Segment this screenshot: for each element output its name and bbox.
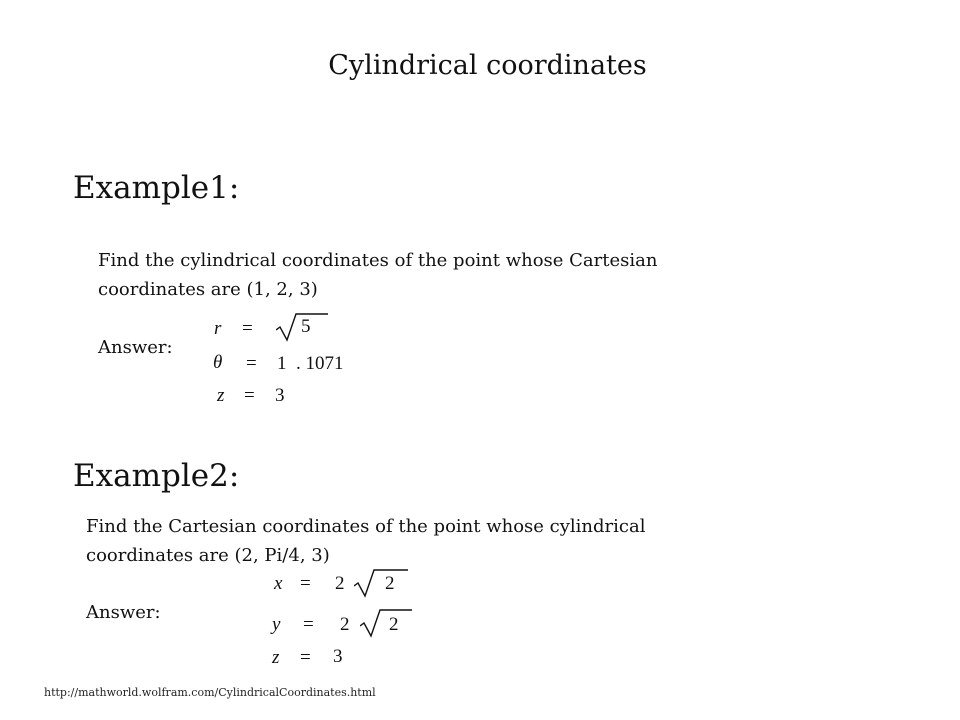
x-root: 2 [385, 573, 395, 594]
theta-variable: θ [213, 352, 223, 373]
y-coefficient: 2 [340, 614, 350, 635]
theta-equals: = [246, 353, 257, 374]
example1-answer-label: Answer: [98, 337, 173, 358]
example1-heading: Example1: [73, 170, 240, 206]
example1-question-line2: coordinates are (1, 2, 3) [98, 279, 318, 300]
x-variable: x [274, 573, 283, 594]
z2-equals: = [300, 647, 311, 668]
source-link[interactable]: http://mathworld.wolfram.com/CylindricalCoordinates.html [44, 686, 376, 699]
example2-heading: Example2: [73, 458, 240, 494]
example1-question-line1: Find the cylindrical coordinates of the point whose Cartesian [98, 250, 658, 271]
example2-question-line2: coordinates are (2, Pi/4, 3) [86, 545, 330, 566]
x-coefficient: 2 [335, 573, 345, 594]
z2-value: 3 [333, 646, 343, 667]
r-equals: = [242, 318, 253, 339]
y-variable: y [272, 614, 281, 635]
x-equals: = [300, 573, 311, 594]
z1-value: 3 [275, 385, 285, 406]
z2-variable: z [272, 647, 280, 668]
example2-question-line1: Find the Cartesian coordinates of the point whose cylindrical [86, 516, 646, 537]
z1-variable: z [217, 385, 225, 406]
z1-equals: = [244, 385, 255, 406]
y-root: 2 [389, 614, 399, 635]
r-value: 5 [301, 316, 311, 337]
r-variable: r [214, 318, 222, 339]
y-sqrt-sign [360, 608, 412, 638]
theta-fraction: . 1071 [296, 353, 344, 374]
example2-answer-label: Answer: [86, 602, 161, 623]
theta-int: 1 [277, 353, 287, 374]
y-equals: = [303, 614, 314, 635]
page-title: Cylindrical coordinates [328, 50, 647, 81]
x-sqrt-sign [354, 568, 408, 598]
